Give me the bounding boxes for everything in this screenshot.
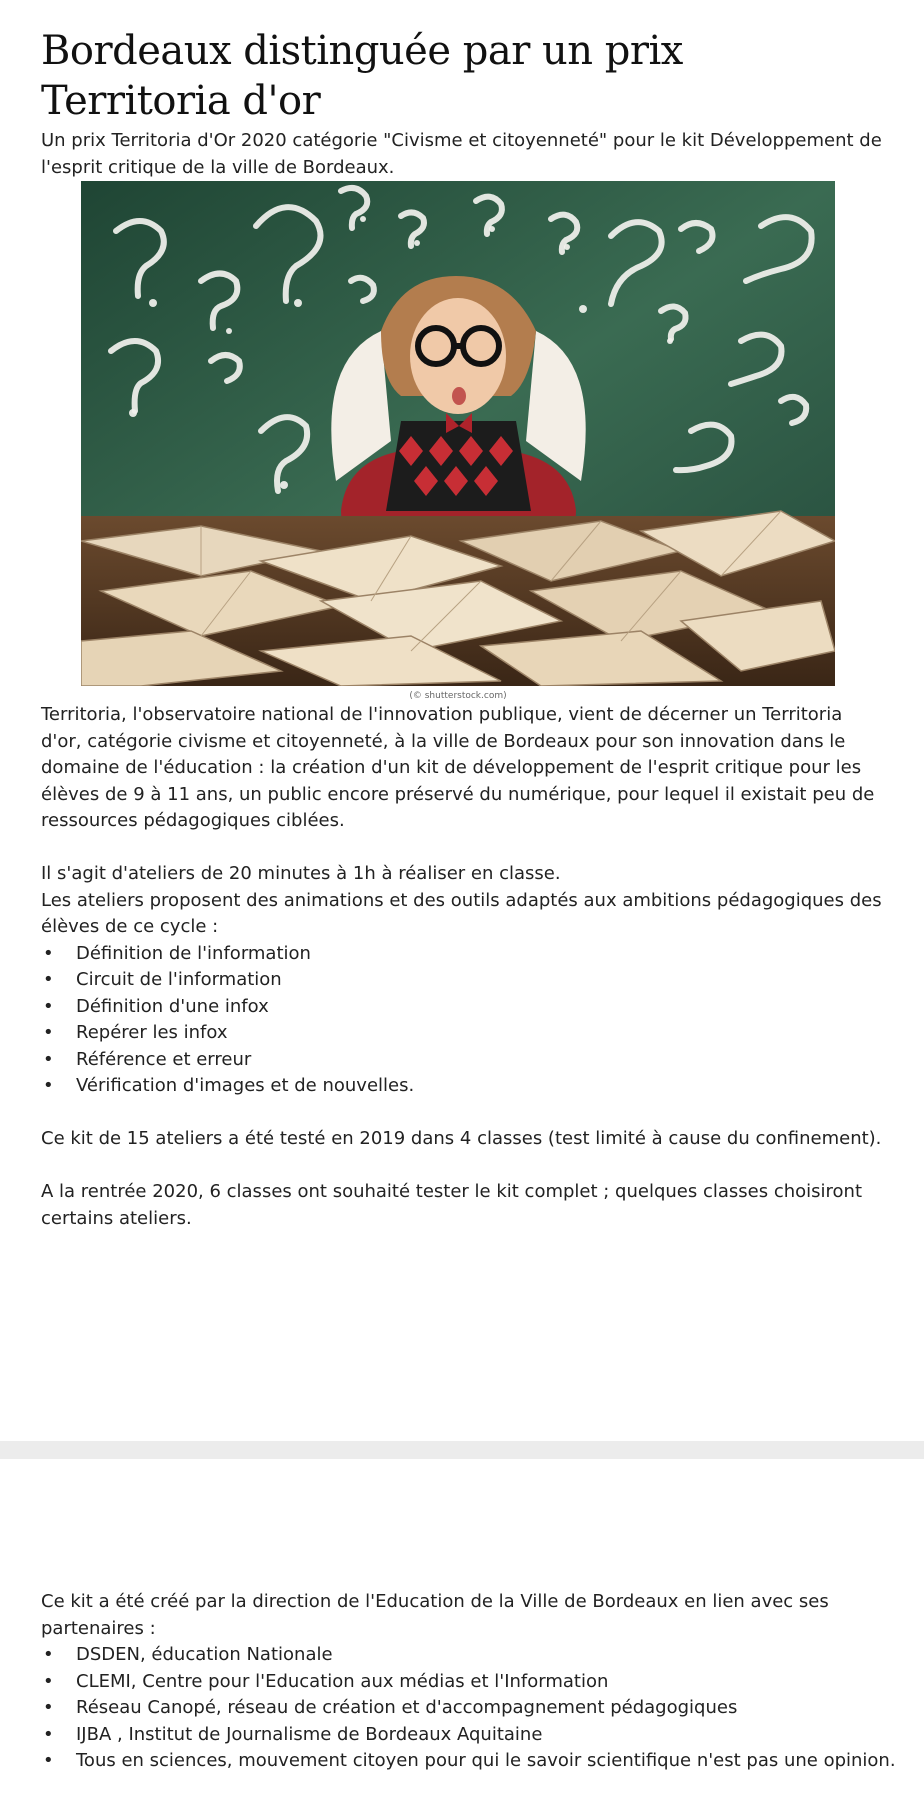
article-partners-section [41,1589,901,1775]
bullet: • [43,1723,54,1745]
partner-list [41,1642,901,1775]
photo-illustration [81,181,835,686]
list-item-text: Repérer les infox [76,1022,228,1043]
paragraph-spacer [41,1100,883,1127]
list-item-text: Circuit de l'information [76,969,282,990]
list-item [41,941,883,968]
bullet: • [43,1022,54,1043]
list-item-text: CLEMI, Centre pour l'Education aux médias et l'Information [76,1670,609,1692]
bullet: • [43,1075,54,1096]
bullet: • [43,942,54,964]
article-lead: Un prix Territoria d'Or 2020 catégorie "Civisme et citoyenneté" pour le kit Développement de l'esprit critique de la ville de Bordeaux. [41,130,882,178]
paragraph-workshop-duration: Il s'agit d'ateliers de 20 minutes à 1h à réaliser en classe. [41,863,561,884]
list-item-text: Vérification d'images et de nouvelles. [76,1075,415,1096]
paragraph-test-2019: Ce kit de 15 ateliers a été testé en 2019 dans 4 classes (test limité à cause du confinement). [41,1128,882,1149]
list-item-text: Tous en sciences, mouvement citoyen pour qui le savoir scientifique n'est pas une opinion. [76,1750,896,1771]
section-divider [0,1441,924,1459]
paragraph-rentree-2020: A la rentrée 2020, 6 classes ont souhaité tester le kit complet ; quelques classes choisiront certains ateliers. [41,1181,863,1229]
list-item [41,1695,901,1722]
bullet: • [43,1697,54,1718]
list-item-text: Référence et erreur [76,1048,252,1070]
bullet: • [43,1644,54,1665]
bullet: • [43,995,54,1017]
list-item-text: DSDEN, éducation Nationale [76,1644,333,1665]
bullet: • [43,1048,54,1070]
article-figure [81,181,835,702]
paragraph-intro: Territoria, l'observatoire national de l'innovation publique, vient de décerner un Territoria d'or, catégorie civisme et citoyenneté, à la ville de Bordeaux pour son innovation dans le domaine de l'éducation : la création d'un kit de développement de l'esprit critique pour les élèves de 9 à 11 ans, un public encore préservé du numérique, pour lequel il existait peu de ressources pédagogiques ciblées. [41,704,875,831]
list-item [41,1722,901,1749]
bullet: • [43,1750,54,1771]
workshop-list [41,941,883,1100]
image-credit: (© shutterstock.com) [409,691,507,701]
list-item [41,1047,883,1074]
list-item-text: Réseau Canopé, réseau de création et d'accompagnement pédagogiques [76,1697,738,1718]
bullet: • [43,1670,54,1692]
list-item [41,1020,883,1047]
paragraph-spacer [41,835,883,862]
list-item [41,1748,901,1775]
article-title: Bordeaux distinguée par un prix Territoria d'or [41,28,683,124]
paragraph-partners: Ce kit a été créé par la direction de l'Education de la Ville de Bordeaux en lien avec ses partenaires : [41,1591,829,1639]
article-content [41,26,883,1232]
paragraph-spacer [41,1153,883,1180]
list-item [41,1642,901,1669]
paragraph-workshop-description: Les ateliers proposent des animations et des outils adaptés aux ambitions pédagogiques des élèves de ce cycle : [41,889,882,937]
list-item-text: Définition de l'information [76,942,311,964]
list-item [41,967,883,994]
list-item [41,1669,901,1696]
bullet: • [43,969,54,990]
list-item [41,1073,883,1100]
article-photo [81,181,835,686]
list-item-text: Définition d'une infox [76,995,269,1017]
list-item [41,994,883,1021]
list-item-text: IJBA , Institut de Journalisme de Bordeaux Aquitaine [76,1723,543,1745]
